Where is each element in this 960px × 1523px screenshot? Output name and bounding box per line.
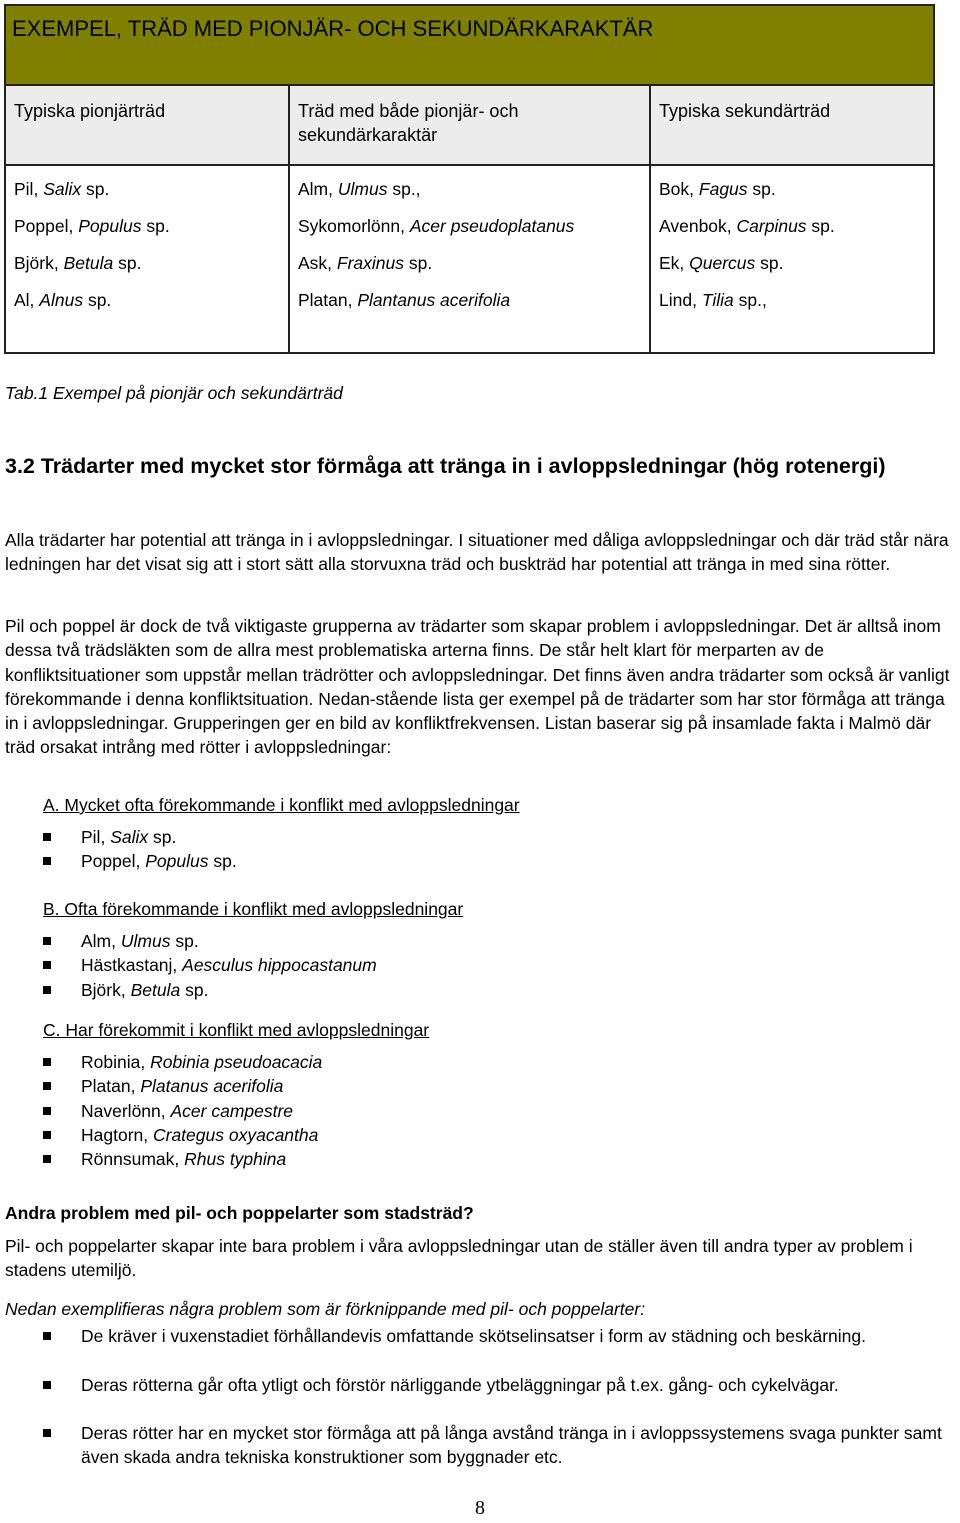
list-item: Alm, Ulmus sp. bbox=[43, 929, 199, 953]
list-item: Naverlönn, Acer campestre bbox=[43, 1099, 293, 1123]
column-secondary bbox=[651, 166, 933, 352]
square-bullet-icon bbox=[43, 1381, 51, 1389]
subheading-other-problems: Andra problem med pil- och poppelarter som stadsträd? bbox=[5, 1203, 474, 1223]
square-bullet-icon bbox=[43, 1155, 51, 1163]
list-item: Hästkastanj, Aesculus hippocastanum bbox=[43, 953, 377, 977]
list-item: Deras rötter har en mycket stor förmåga att på långa avstånd tränga in i avloppssystemens svaga punkter samt även skada andra tekniska konstruktioner som byggnader etc. bbox=[43, 1421, 943, 1470]
table-body-row bbox=[6, 166, 933, 352]
table-cell: Bok, Fagus sp. bbox=[659, 179, 776, 199]
list-item: Platan, Platanus acerifolia bbox=[43, 1074, 283, 1098]
square-bullet-icon bbox=[43, 1332, 51, 1340]
table-header-row bbox=[6, 86, 933, 166]
section-heading: 3.2 Trädarter med mycket stor förmåga att tränga in i avloppsledningar (hög rotenergi) bbox=[5, 454, 886, 478]
column-both bbox=[290, 166, 651, 352]
paragraph-3: Pil- och poppelarter skapar inte bara problem i våra avloppsledningar utan de ställer även till andra typer av problem i stadens utemiljö. bbox=[5, 1236, 913, 1281]
list-item: Hagtorn, Crategus oxyacantha bbox=[43, 1123, 318, 1147]
table-cell: Sykomorlönn, Acer pseudoplatanus bbox=[298, 216, 575, 236]
list-item: Björk, Betula sp. bbox=[43, 978, 208, 1002]
header-secondary: Typiska sekundärträd bbox=[659, 101, 831, 121]
list-item: Pil, Salix sp. bbox=[43, 825, 176, 849]
tree-table bbox=[4, 4, 935, 354]
square-bullet-icon bbox=[43, 961, 51, 969]
square-bullet-icon bbox=[43, 833, 51, 841]
list-item: De kräver i vuxenstadiet förhållandevis omfattande skötselinsatser i form av städning och beskärning. bbox=[43, 1324, 943, 1348]
header-pioneer: Typiska pionjärträd bbox=[6, 86, 290, 164]
list-item: Deras rötterna går ofta ytligt och förstör närliggande ytbeläggningar på t.ex. gång- och cykelvägar. bbox=[43, 1373, 943, 1397]
table-cell: Poppel, Populus sp. bbox=[14, 216, 170, 236]
square-bullet-icon bbox=[43, 986, 51, 994]
table-cell: Platan, Plantanus acerifolia bbox=[298, 290, 511, 310]
list-item: Rönnsumak, Rhus typhina bbox=[43, 1147, 286, 1171]
problems-intro: Nedan exemplifieras några problem som är förknippande med pil- och poppelarter: bbox=[5, 1299, 646, 1319]
column-pioneer bbox=[6, 166, 290, 352]
paragraph-2: Pil och poppel är dock de två viktigaste grupperna av trädarter som skapar problem i avloppsledningar. Det är alltså inom dessa två trädsläkten som de allra mest problematiska arterna finns. De står helt klart för merparten av de konfliktsituationer som uppstår mellan trädrötter och avloppsledningar. Det finns även andra trädarter som också är vanligt förekommande i denna konfliktsituation. Nedan-stående lista ger exempel på de trädarter som har stor förmåga att tränga in i avloppsledningar. Grupperingen ger en bild av konfliktfrekvensen. Listan baserar sig på insamlade fakta i Malmö där träd orsakat intrång med rötter i avloppsledningar: bbox=[5, 616, 950, 758]
square-bullet-icon bbox=[43, 857, 51, 865]
group-heading: C. Har förekommit i konflikt med avloppsledningar bbox=[43, 1020, 430, 1040]
table-cell: Avenbok, Carpinus sp. bbox=[659, 216, 835, 236]
page-number: 8 bbox=[475, 1497, 485, 1519]
table-caption: Tab.1 Exempel på pionjär och sekundärträd bbox=[5, 383, 343, 403]
square-bullet-icon bbox=[43, 1131, 51, 1139]
group-heading: A. Mycket ofta förekommande i konflikt med avloppsledningar bbox=[43, 795, 520, 815]
list-item: Robinia, Robinia pseudoacacia bbox=[43, 1050, 322, 1074]
header-both: Träd med både pionjär- och sekundärkaraktär bbox=[290, 86, 651, 164]
table-cell: Ask, Fraxinus sp. bbox=[298, 253, 433, 273]
table-cell: Lind, Tilia sp., bbox=[659, 290, 767, 310]
table-title: EXEMPEL, TRÄD MED PIONJÄR- OCH SEKUNDÄRKARAKTÄR bbox=[6, 6, 933, 86]
paragraph-1: Alla trädarter har potential att tränga in i avloppsledningar. I situationer med dåliga avloppsledningar och där träd står nära ledningen har det visat sig att i stort sätt alla storvuxna träd och buskträd har potential att tränga in med sina rötter. bbox=[5, 530, 949, 575]
group-heading: B. Ofta förekommande i konflikt med avloppsledningar bbox=[43, 899, 464, 919]
table-cell: Ek, Quercus sp. bbox=[659, 253, 784, 273]
square-bullet-icon bbox=[43, 1429, 51, 1437]
square-bullet-icon bbox=[43, 1058, 51, 1066]
square-bullet-icon bbox=[43, 1107, 51, 1115]
table-cell: Al, Alnus sp. bbox=[14, 290, 112, 310]
table-cell: Pil, Salix sp. bbox=[14, 179, 110, 199]
table-cell: Björk, Betula sp. bbox=[14, 253, 142, 273]
table-cell: Alm, Ulmus sp., bbox=[298, 179, 421, 199]
list-item: Poppel, Populus sp. bbox=[43, 849, 237, 873]
square-bullet-icon bbox=[43, 937, 51, 945]
square-bullet-icon bbox=[43, 1082, 51, 1090]
